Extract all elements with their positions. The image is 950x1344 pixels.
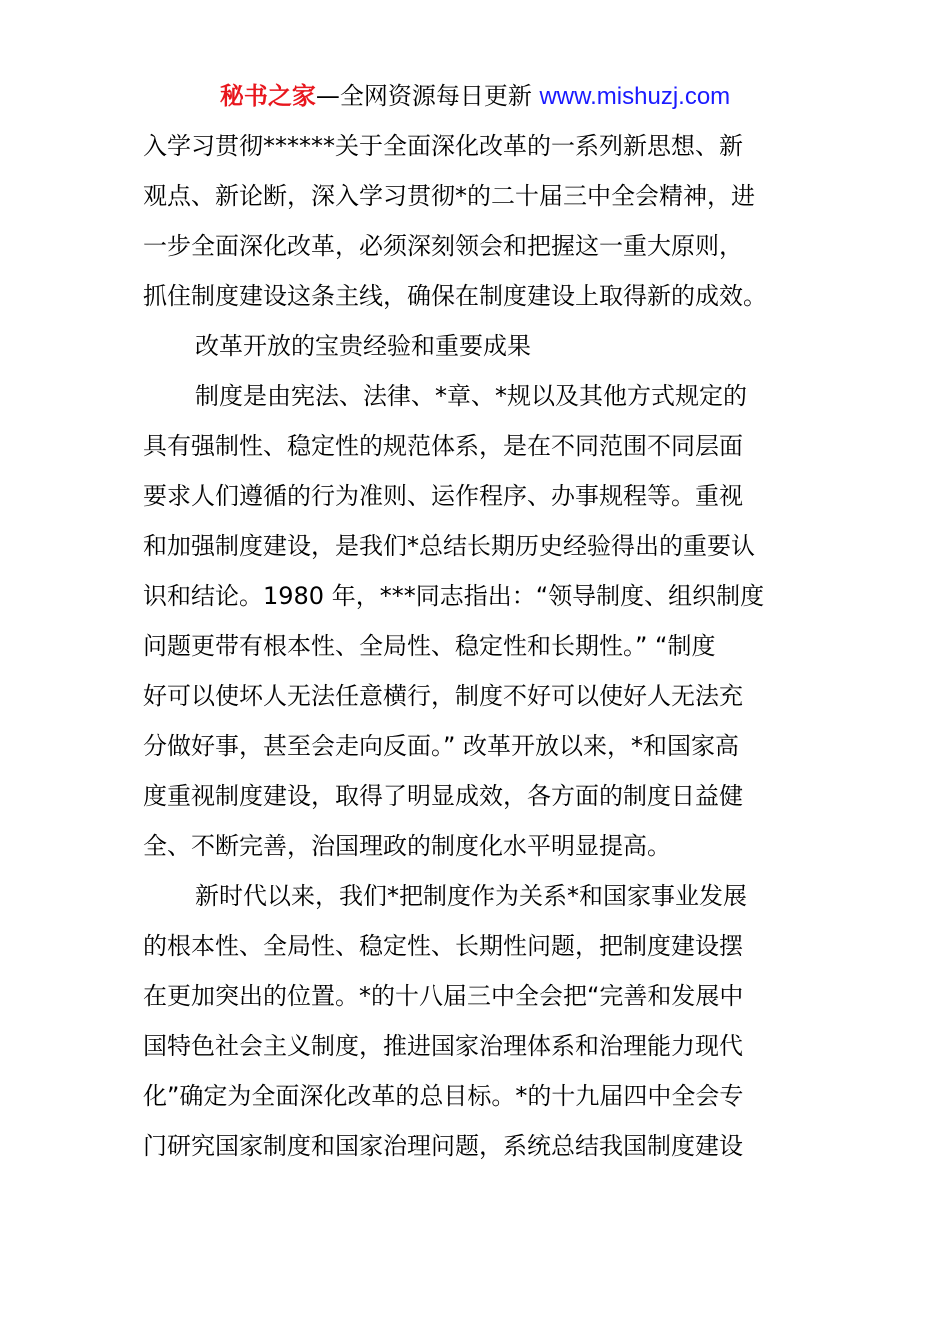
body-line: 的根本性、全局性、稳定性、长期性问题，把制度建设摆 (143, 932, 743, 960)
site-tagline: —全网资源每日更新 (315, 82, 540, 110)
body-line: 度重视制度建设，取得了明显成效，各方面的制度日益健 (143, 782, 743, 810)
site-brand: 秘书之家 (219, 82, 316, 110)
body-line: 国特色社会主义制度，推进国家治理体系和治理能力现代 (143, 1032, 743, 1060)
section-heading: 改革开放的宝贵经验和重要成果 (195, 332, 531, 360)
body-line: 入学习贯彻******关于全面深化改革的一系列新思想、新 (143, 132, 743, 160)
body-line: 化”确定为全面深化改革的总目标。*的十九届四中全会专 (143, 1082, 744, 1110)
body-line: 好可以使坏人无法任意横行，制度不好可以使好人无法充 (143, 682, 743, 710)
body-line: 全、不断完善，治国理政的制度化水平明显提高。 (143, 832, 671, 860)
site-header (0, 80, 950, 113)
body-line: 要求人们遵循的行为准则、运作程序、办事规程等。重视 (143, 482, 743, 510)
body-line: 一步全面深化改革，必须深刻领会和把握这一重大原则， (143, 232, 743, 260)
body-line: 新时代以来，我们*把制度作为关系*和国家事业发展 (195, 882, 747, 910)
body-line: 在更加突出的位置。*的十八届三中全会把“完善和发展中 (143, 982, 744, 1010)
body-line: 分做好事，甚至会走向反面。” 改革开放以来，*和国家高 (143, 732, 740, 760)
body-line: 和加强制度建设，是我们*总结长期历史经验得出的重要认 (143, 532, 755, 560)
body-line: 抓住制度建设这条主线，确保在制度建设上取得新的成效。 (143, 282, 767, 310)
site-url-link[interactable]: www.mishuzj.com (539, 83, 731, 110)
body-line: 门研究国家制度和国家治理问题，系统总结我国制度建设 (143, 1132, 743, 1160)
body-line: 观点、新论断，深入学习贯彻*的二十届三中全会精神，进 (143, 182, 755, 210)
body-line: 具有强制性、稳定性的规范体系，是在不同范围不同层面 (143, 432, 743, 460)
body-line: 识和结论。1980 年，***同志指出：“领导制度、组织制度 (143, 582, 765, 610)
body-line: 问题更带有根本性、全局性、稳定性和长期性。” “制度 (143, 632, 716, 660)
body-line: 制度是由宪法、法律、*章、*规以及其他方式规定的 (195, 382, 747, 410)
